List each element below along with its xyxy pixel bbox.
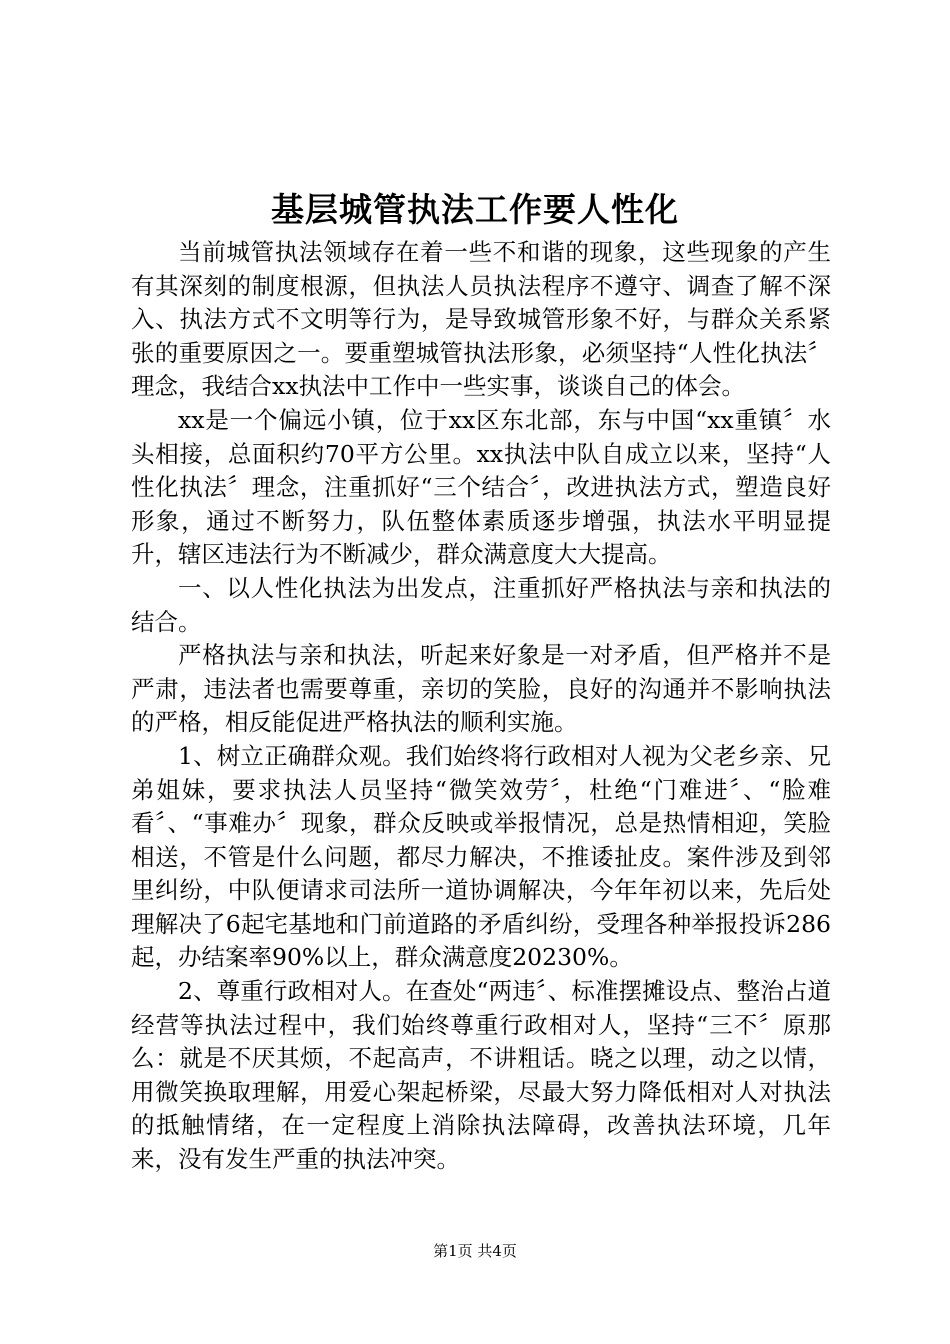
page-title: 基层城管执法工作要人性化	[271, 190, 679, 229]
document-body	[131, 236, 831, 1177]
paragraph: 一、以人性化执法为出发点，注重抓好严格执法与亲和执法的结合。	[131, 573, 831, 636]
page-footer: 第1页 共4页	[433, 1242, 517, 1260]
paragraph: 严格执法与亲和执法，听起来好象是一对矛盾，但严格并不是严肃，违法者也需要尊重，亲切的笑脸，良好的沟通并不影响执法的严格，相反能促进严格执法的顺利实施。	[131, 641, 831, 737]
paragraph: 当前城管执法领域存在着一些不和谐的现象，这些现象的产生有其深刻的制度根源，但执法人员执法程序不遵守、调查了解不深入、执法方式不文明等行为，是导致城管形象不好，与群众关系紧张的重要原因之一。要重塑城管执法形象，必须坚持“人性化执法〞理念，我结合xx执法中工作中一些实事，谈谈自己的体会。	[131, 238, 831, 401]
paragraph: 1、树立正确群众观。我们始终将行政相对人视为父老乡亲、兄弟姐妹，要求执法人员坚持“微笑效劳〞，杜绝“门难进〞、“脸难看〞、“事难办〞现象，群众反映或举报情况，总是热情相迎，笑脸相送，不管是什么问题，都尽力解决，不推诿扯皮。案件涉及到邻里纠纷，中队便请求司法所一道协调解决，今年年初以来，先后处理解决了6起宅基地和门前道路的矛盾纠纷，受理各种举报投诉286起，办结案率90%以上，群众满意度20230%。	[131, 741, 831, 972]
paragraph: xx是一个偏远小镇，位于xx区东北部，东与中国“xx重镇〞水头相接，总面积约70平方公里。xx执法中队自成立以来，坚持“人性化执法〞理念，注重抓好“三个结合〞，改进执法方式，塑造良好形象，通过不断努力，队伍整体素质逐步增强，执法水平明显提升，辖区违法行为不断减少，群众满意度大大提高。	[131, 405, 831, 569]
paragraph: 2、尊重行政相对人。在查处“两违〞、标准摆摊设点、整治占道经营等执法过程中，我们始终尊重行政相对人，坚持“三不〞原那么：就是不厌其烦，不起高声，不讲粗话。晓之以理，动之以情，用微笑换取理解，用爱心架起桥梁，尽最大努力降低相对人对执法的抵触情绪，在一定程度上消除执法障碍，改善执法环境，几年来，没有发生严重的执法冲突。	[131, 977, 831, 1174]
